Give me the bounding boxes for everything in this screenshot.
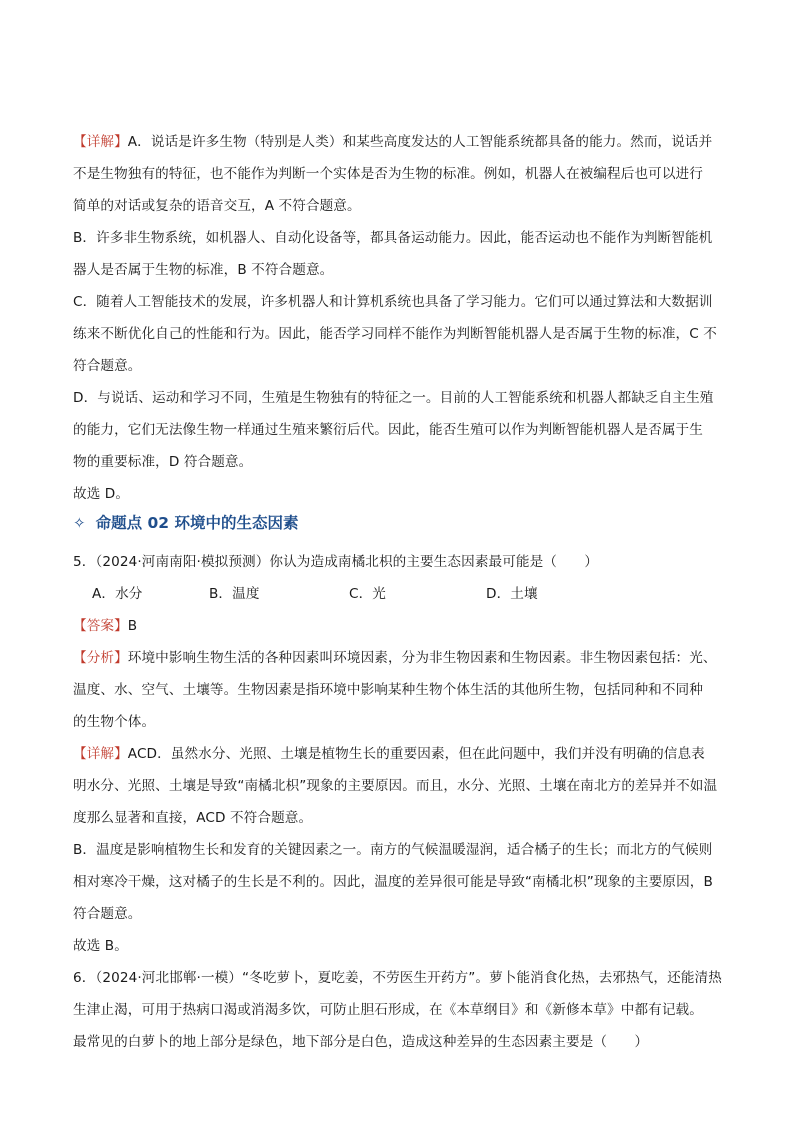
option-a: A．水分 (92, 586, 143, 602)
question-6-line-1: 6．（2024·河北邯郸·一模）“冬吃萝卜，夏吃姜，不劳医生开药方”。萝卜能消食化热，去邪热气，还能清热 (73, 970, 722, 986)
question-6-line-2: 生津止渴，可用于热病口渴或消渴多饮，可防止胆石形成，在《本草纲目》和《新修本草》中都有记载。 (73, 1002, 703, 1018)
q5-detail-line-2: 明水分、光照、土壤是导致“南橘北枳”现象的主要原因。而且，水分、光照、土壤在南北方的差异并不如温 (73, 778, 718, 794)
detail-conclusion: 故选 D。 (73, 486, 130, 502)
analysis-line-2: 温度、水、空气、土壤等。生物因素是指环境中影响某种生物个体生活的其他所生物，包括同种和不同种 (73, 682, 703, 698)
q5-detail-line-3: 度那么显著和直接，ACD 不符合题意。 (73, 810, 313, 826)
q5-detail-tag: 【详解】 (73, 746, 128, 762)
detail-line-9: D．与说话、运动和学习不同，生殖是生物独有的特征之一。目前的人工智能系统和机器人都缺乏自主生殖 (73, 390, 714, 406)
q5-detail-line-4: B．温度是影响植物生长和发育的关键因素之一。南方的气候温暖湿润，适合橘子的生长；而北方的气候则 (73, 842, 713, 858)
detail-tag: 【详解】 (73, 134, 128, 150)
answer-line (73, 610, 733, 642)
q5-conclusion: 故选 B。 (73, 938, 128, 954)
option-c: C．光 (349, 586, 386, 602)
question-6-line-3: 最常见的白萝卜的地上部分是绿色，地下部分是白色，造成这种差异的生态因素主要是（ ） (73, 1034, 649, 1050)
detail-line-7: 练来不断优化自己的性能和行为。因此，能否学习同样不能作为判断智能机器人是否属于生物的标准，C 不 (73, 326, 717, 342)
q5-detail-line-6: 符合题意。 (73, 906, 142, 922)
option-d: D．土壤 (486, 586, 538, 602)
question-5-stem: 5．（2024·河南南阳·模拟预测）你认为造成南橘北枳的主要生态因素最可能是（ ） (73, 554, 599, 570)
section-heading (73, 508, 298, 538)
detail-line-3: 简单的对话或复杂的语音交互，A 不符合题意。 (73, 198, 361, 214)
detail-line-2: 不是生物独有的特征，也不能作为判断一个实体是否为生物的标准。例如，机器人在被编程后也可以进行 (73, 166, 703, 182)
option-b: B．温度 (209, 586, 260, 602)
detail-line-11: 物的重要标准，D 符合题意。 (73, 454, 253, 470)
detail-line-1: 【详解】A．说话是许多生物（特别是人类）和某些高度发达的人工智能系统都具备的能力。然而，说话并 (73, 134, 713, 150)
answer-value: B (127, 618, 138, 634)
sparkle-icon: ✧ (73, 514, 86, 532)
answer-tag: 【答案】 (73, 618, 128, 634)
analysis-line-1: 【分析】环境中影响生物生活的各种因素叫环境因素，分为非生物因素和生物因素。非生物因素包括：光、 (73, 650, 717, 666)
section-title: 命题点 02 环境中的生态因素 (95, 514, 299, 532)
analysis-tag: 【分析】 (73, 650, 128, 666)
detail-line-4: B．许多非生物系统，如机器人、自动化设备等，都具备运动能力。因此，能否运动也不能作为判断智能机 (73, 230, 713, 246)
detail-line-10: 的能力，它们无法像生物一样通过生殖来繁衍后代。因此，能否生殖可以作为判断智能机器人是否属于生 (73, 422, 703, 438)
q5-detail-line-5: 相对寒冷干燥，这对橘子的生长是不利的。因此，温度的差异很可能是导致“南橘北枳”现象的主要原因，B (73, 874, 713, 890)
analysis-line-3: 的生物个体。 (73, 714, 156, 730)
detail-line-8: 符合题意。 (73, 358, 142, 374)
q5-detail-line-1: 【详解】ACD．虽然水分、光照、土壤是植物生长的重要因素，但在此问题中，我们并没有明确的信息表 (73, 746, 705, 762)
detail-line-5: 器人是否属于生物的标准，B 不符合题意。 (73, 262, 334, 278)
detail-line-6: C．随着人工智能技术的发展，许多机器人和计算机系统也具备了学习能力。它们可以通过算法和大数据训 (73, 294, 713, 310)
